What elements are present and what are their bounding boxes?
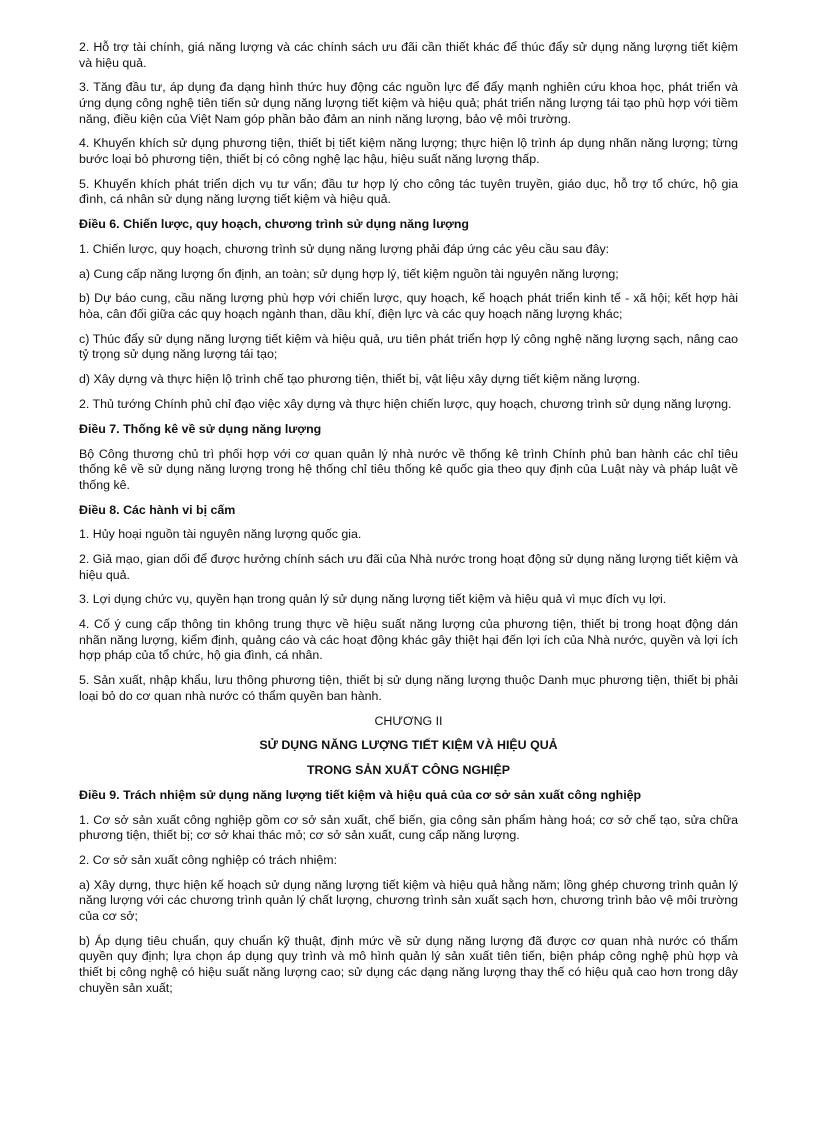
article-heading: Điều 8. Các hành vi bị cấm [79, 502, 236, 517]
paragraph: a) Xây dựng, thực hiện kế hoạch sử dụng năng lượng tiết kiệm và hiệu quả hằng năm; lồng ghép chương trình quản lý năng lượng với các chương trình quản lý chất lượng, chương trình sản xuất sạch hơn, chương trình bảo vệ môi trường của cơ sở; [79, 877, 738, 924]
paragraph: c) Thúc đẩy sử dụng năng lượng tiết kiệm và hiệu quả, ưu tiên phát triển hợp lý công nghệ năng lượng sạch, nâng cao tỷ trọng sử dụng năng lượng tái tạo; [79, 331, 738, 362]
paragraph: 1. Hủy hoại nguồn tài nguyên năng lượng quốc gia. [79, 527, 362, 542]
paragraph: 1. Chiến lược, quy hoạch, chương trình sử dụng năng lượng phải đáp ứng các yêu cầu sau đây: [79, 241, 610, 256]
paragraph: Bộ Công thương chủ trì phối hợp với cơ quan quản lý nhà nước về thống kê trình Chính phủ ban hành các chỉ tiêu thống kê về sử dụng năng lượng trong hệ thống chỉ tiêu thống kê quốc gia theo quy định của Luật này và pháp luật về thống kê. [79, 446, 738, 492]
chapter-title: TRONG SẢN XUẤT CÔNG NGHIỆP [306, 763, 511, 778]
chapter-title: SỬ DỤNG NĂNG LƯỢNG TIẾT KIỆM VÀ HIỆU QUẢ [259, 738, 558, 753]
paragraph: 3. Lợi dụng chức vụ, quyền hạn trong quản lý sử dụng năng lượng tiết kiệm và hiệu quả vì mục đích vụ lợi. [79, 592, 667, 607]
article-heading: Điều 7. Thống kê về sử dụng năng lượng [79, 421, 322, 436]
paragraph: 3. Tăng đầu tư, áp dụng đa dạng hình thức huy động các nguồn lực để đẩy mạnh nghiên cứu khoa học, phát triển và ứng dụng công nghệ tiên tiến sử dụng năng lượng tiết kiệm và hiệu quả; phát triển năng lượng tái tạo phù hợp với tiềm năng, điều kiện của Việt Nam góp phần bảo đảm an ninh năng lượng, bảo vệ môi trường. [79, 80, 738, 126]
paragraph: b) Áp dụng tiêu chuẩn, quy chuẩn kỹ thuật, định mức về sử dụng năng lượng đã được cơ quan nhà nước có thẩm quyền quy định; lựa chọn áp dụng quy trình và mô hình quản lý sản xuất tiên tiến, biện pháp công nghệ phù hợp và thiết bị công nghệ có hiệu suất năng lượng cao; sử dụng các dạng năng lượng thay thế có hiệu quả cao hơn trong dây chuyền sản xuất; [79, 933, 738, 995]
chapter-label: CHƯƠNG II [374, 713, 443, 728]
paragraph: 5. Khuyến khích phát triển dịch vụ tư vấn; đầu tư hợp lý cho công tác tuyên truyền, giáo dục, hỗ trợ tổ chức, hộ gia đình, cá nhân sử dụng năng lượng tiết kiệm và hiệu quả. [79, 176, 738, 207]
document-page [79, 40, 738, 1005]
paragraph: 2. Giả mạo, gian dối để được hưởng chính sách ưu đãi của Nhà nước trong hoạt động sử dụng năng lượng tiết kiệm và hiệu quả. [79, 552, 738, 582]
paragraph: b) Dự báo cung, cầu năng lượng phù hợp với chiến lược, quy hoạch, kế hoạch phát triển kinh tế - xã hội; kết hợp hài hòa, cân đối giữa các quy hoạch ngành than, dầu khí, điện lực và các quy hoạch năng lượng khác; [79, 291, 738, 322]
paragraph: a) Cung cấp năng lượng ổn định, an toàn; sử dụng hợp lý, tiết kiệm nguồn tài nguyên năng lượng; [79, 266, 619, 281]
paragraph: 4. Khuyến khích sử dụng phương tiện, thiết bị tiết kiệm năng lượng; thực hiện lộ trình áp dụng nhãn năng lượng; từng bước loại bỏ phương tiện, thiết bị có công nghệ lạc hậu, hiệu suất năng lượng thấp. [79, 136, 738, 166]
article-heading: Điều 9. Trách nhiệm sử dụng năng lượng tiết kiệm và hiệu quả của cơ sở sản xuất công nghiệp [79, 787, 642, 802]
paragraph: 2. Cơ sở sản xuất công nghiệp có trách nhiệm: [79, 853, 338, 868]
paragraph: d) Xây dựng và thực hiện lộ trình chế tạo phương tiện, thiết bị, vật liệu xây dựng tiết kiệm năng lượng. [79, 372, 641, 387]
paragraph: 4. Cố ý cung cấp thông tin không trung thực về hiệu suất năng lượng của phương tiện, thiết bị trong hoạt động dán nhãn năng lượng, kiểm định, quảng cáo và các hoạt động khác gây thiệt hại đến lợi ích của Nhà nước, quyền và lợi ích hợp pháp của tổ chức, hộ gia đình, cá nhân. [79, 617, 738, 663]
paragraph: 5. Sản xuất, nhập khẩu, lưu thông phương tiện, thiết bị sử dụng năng lượng thuộc Danh mục phương tiện, thiết bị phải loại bỏ do cơ quan nhà nước có thẩm quyền ban hành. [79, 673, 738, 703]
paragraph: 2. Hỗ trợ tài chính, giá năng lượng và các chính sách ưu đãi cần thiết khác để thúc đẩy sử dụng năng lượng tiết kiệm và hiệu quả. [79, 40, 738, 70]
article-heading: Điều 6. Chiến lược, quy hoạch, chương trình sử dụng năng lượng [79, 217, 469, 232]
paragraph: 2. Thủ tướng Chính phủ chỉ đạo việc xây dựng và thực hiện chiến lược, quy hoạch, chương trình sử dụng năng lượng. [79, 396, 732, 411]
paragraph: 1. Cơ sở sản xuất công nghiệp gồm cơ sở sản xuất, chế biến, gia công sản phẩm hàng hoá; cơ sở chế tạo, sửa chữa phương tiện, thiết bị; cơ sở khai thác mỏ; cơ sở sản xuất, cung cấp năng lượng. [79, 812, 738, 843]
